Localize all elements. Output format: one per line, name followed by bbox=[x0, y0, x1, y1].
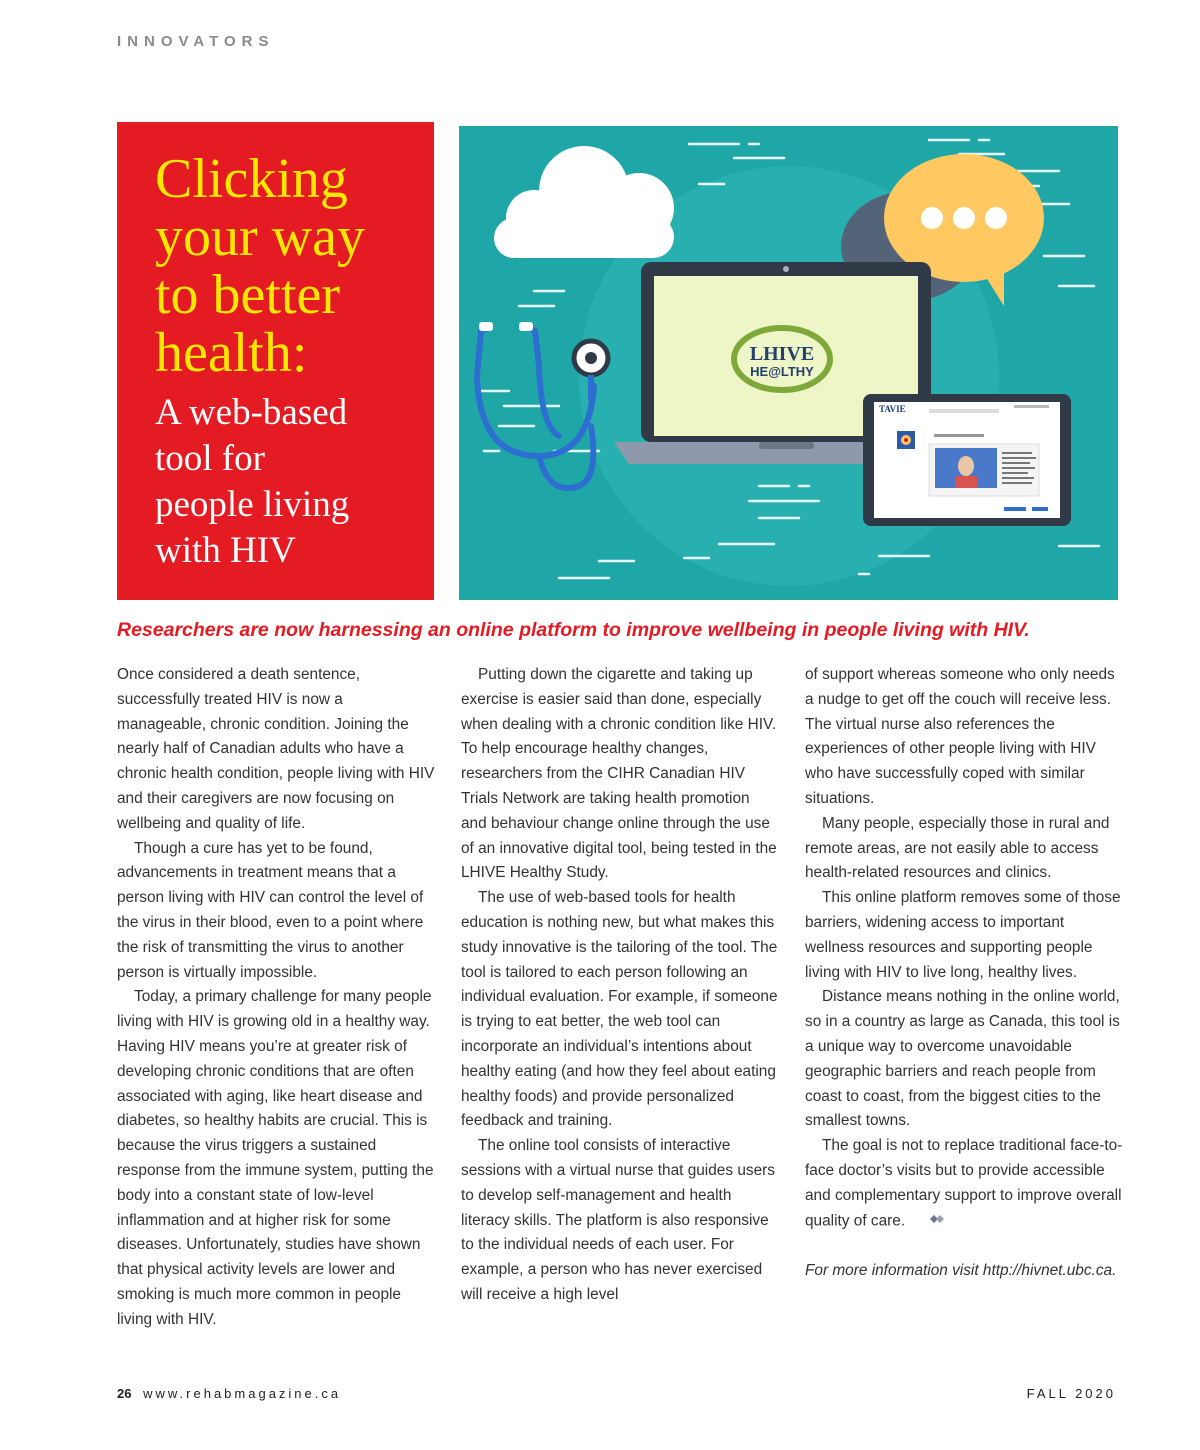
subhead-line: with HIV bbox=[155, 530, 296, 571]
title-panel bbox=[117, 122, 434, 600]
article-paragraph: of support whereas someone who only needs a nudge to get off the couch will receive less. The virtual nurse also references the experiences of other people living with HIV who have successfully coped with similar situations. bbox=[805, 666, 1115, 807]
laptop-logo-line2: HE@LTHY bbox=[750, 364, 814, 379]
headline-line: your way bbox=[155, 206, 365, 268]
headline bbox=[155, 150, 434, 382]
subhead-line: people living bbox=[155, 484, 350, 525]
laptop-logo-line1: LHIVE bbox=[749, 343, 815, 365]
subheadline bbox=[155, 390, 434, 574]
article-paragraph: This online platform removes some of those barriers, widening access to important wellness resources and supporting people living with HIV to live long, healthy lives. bbox=[805, 889, 1121, 981]
deck: Researchers are now harnessing an online platform to improve wellbeing in people living with HIV. bbox=[117, 619, 1030, 641]
article-paragraph: Putting down the cigarette and taking up exercise is easier said than done, especially when dealing with a chronic condition like HIV. To help encourage healthy changes, researchers from the CIHR Canadian HIV Trials Network are taking health promotion and behaviour change online through the use of an innovative digital tool, being tested in the LHIVE Healthy Study. bbox=[461, 666, 777, 882]
article-paragraph: Today, a primary challenge for many people living with HIV is growing old in a healthy way. Having HIV means you’re at greater risk of developing chronic conditions that are often associated with aging, like heart disease and diabetes, so healthy habits are crucial. This is because the virus triggers a sustained response from the immune system, putting the body into a constant state of low-level inflammation and at higher risk for some diseases. Unfortunately, studies have shown that physical activity levels are lower and smoking is much more common in people living with HIV. bbox=[117, 988, 434, 1328]
headline-line: Clicking bbox=[155, 148, 348, 210]
more-info-link[interactable]: For more information visit http://hivnet.ubc.ca. bbox=[805, 1261, 1117, 1279]
headline-line: health: bbox=[155, 322, 308, 384]
tablet-logo: TAVIE bbox=[879, 404, 906, 414]
article-paragraph: Many people, especially those in rural and remote areas, are not easily able to access health-related resources and clinics. bbox=[805, 814, 1110, 882]
subhead-line: A web-based bbox=[155, 392, 348, 433]
section-label: INNOVATORS bbox=[117, 33, 275, 50]
article-paragraph: Though a cure has yet to be found, advancements in treatment means that a person living with HIV can control the level of the virus in their blood, even to a point where the risk of transmitting the virus to another person is virtually impossible. bbox=[117, 839, 424, 981]
article-paragraph: The use of web-based tools for health education is nothing new, but what makes this study innovative is the tailoring of the tool. The tool is tailored to each person following an individual evaluation. For example, if someone is trying to eat better, the web tool can incorporate an individual’s intentions about healthy eating (and how they feel about eating healthy foods) and provide personalized feedback and training. bbox=[461, 889, 778, 1130]
article-paragraph: Distance means nothing in the online world, so in a country as large as Canada, this tool is a unique way to overcome unavoidable geographic barriers and reach people from coast to coast, from the biggest cities to the smallest towns. bbox=[805, 988, 1120, 1130]
subhead-line: tool for bbox=[155, 438, 265, 479]
page-number: 26 bbox=[117, 1386, 132, 1401]
footer-left bbox=[117, 1386, 341, 1401]
issue-label: FALL 2020 bbox=[1026, 1386, 1116, 1401]
end-mark-icon bbox=[909, 1209, 946, 1234]
article-paragraph: The online tool consists of interactive sessions with a virtual nurse that guides users to develop self-management and health literacy skills. The platform is also responsive to the individual needs of each user. For example, a person who has never exercised will receive a high level bbox=[461, 1137, 775, 1303]
hero-illustration bbox=[459, 126, 1118, 600]
closing-paragraph-text: The goal is not to replace traditional face-to-face doctor’s visits but to provide accessible and complementary support to improve overall quality of care. bbox=[805, 1137, 1123, 1229]
article-column-2 bbox=[461, 663, 779, 1308]
article-paragraph bbox=[805, 1134, 1123, 1234]
headline-line: to better bbox=[155, 264, 341, 326]
website-link[interactable]: www.rehabmagazine.ca bbox=[143, 1386, 342, 1401]
article-column-3 bbox=[805, 663, 1123, 1283]
article-paragraph: Once considered a death sentence, successfully treated HIV is now a manageable, chronic condition. Joining the nearly half of Canadian adults who have a chronic health condition, people living with HIV and their caregivers are now focusing on wellbeing and quality of life. bbox=[117, 666, 435, 832]
article-column-1 bbox=[117, 663, 435, 1333]
